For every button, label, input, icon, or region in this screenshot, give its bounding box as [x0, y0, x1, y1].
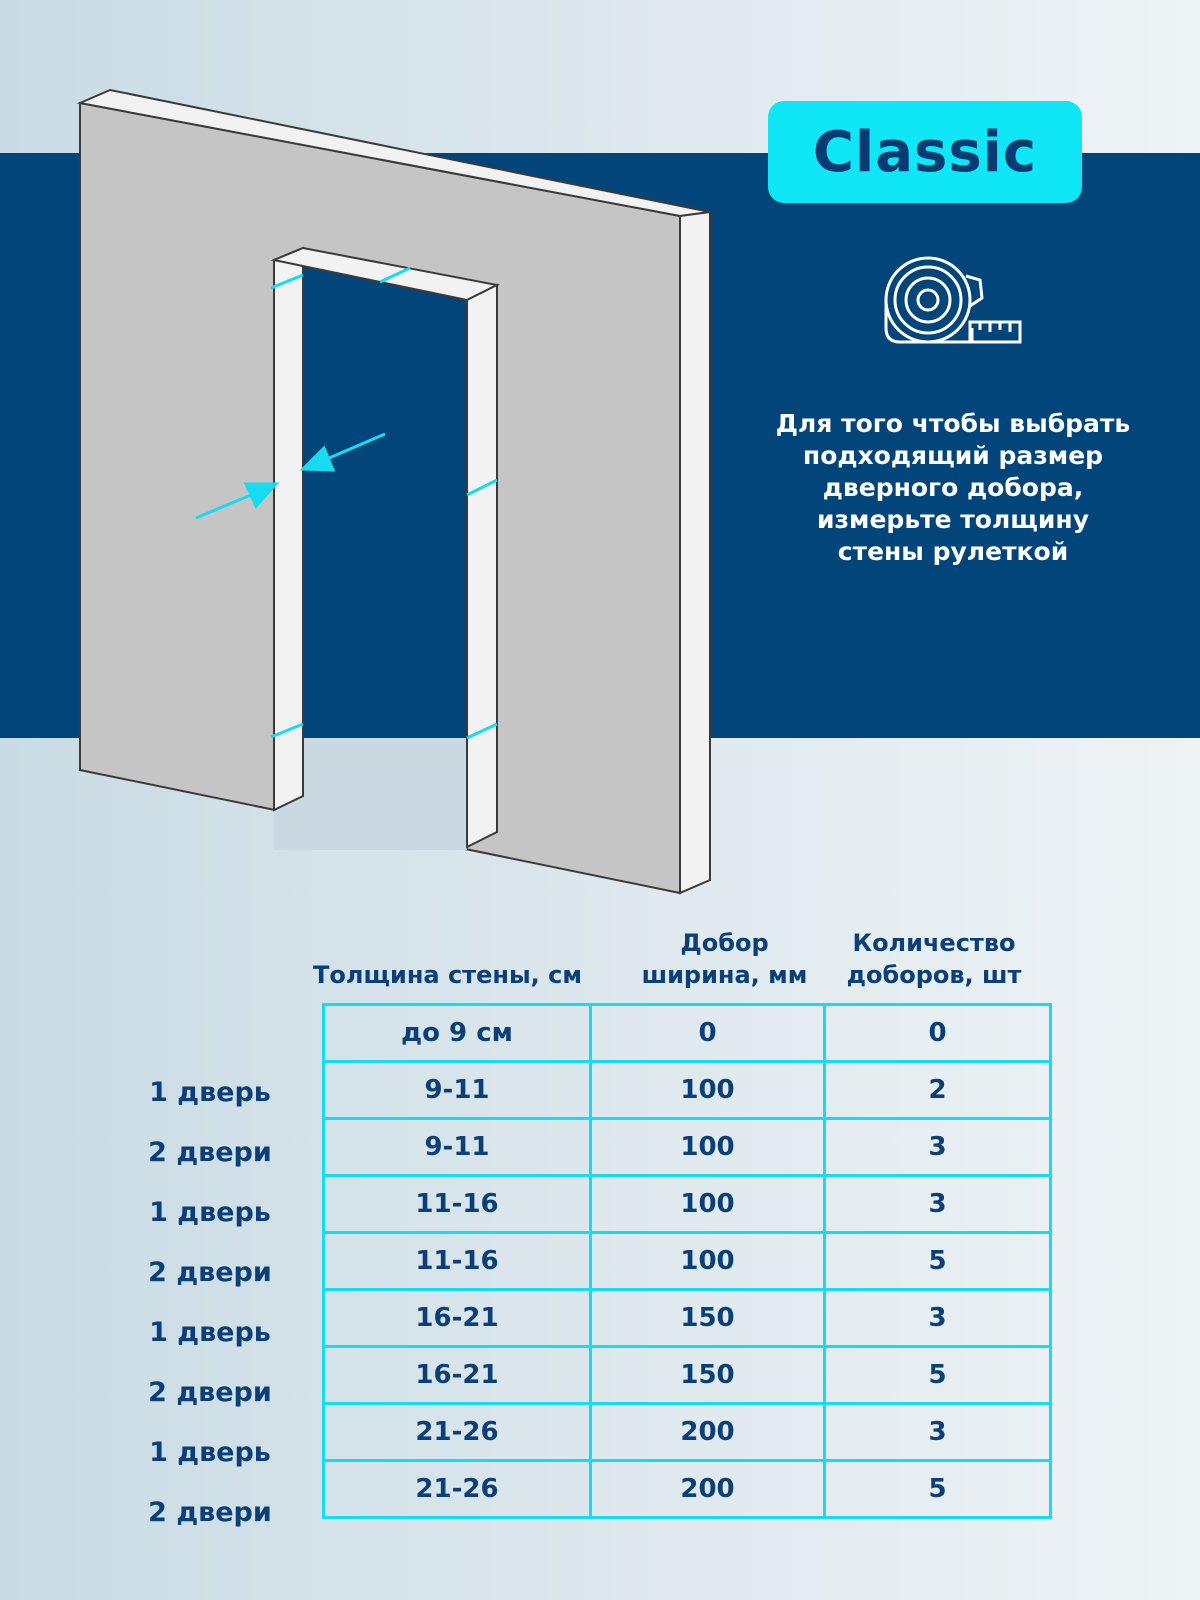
- table-row: [324, 1233, 1051, 1290]
- cell-count: 5: [825, 1461, 1051, 1518]
- cell-count: 5: [825, 1233, 1051, 1290]
- cell-width: 100: [591, 1062, 825, 1119]
- header-extension-width: [622, 927, 827, 991]
- classic-badge: [768, 101, 1082, 203]
- table-row: [324, 1119, 1051, 1176]
- row-label: 2 двери: [148, 1497, 272, 1528]
- row-label: 2 двери: [148, 1137, 272, 1168]
- extension-size-table: [322, 1003, 1052, 1519]
- table-row: [324, 1347, 1051, 1404]
- header-extension-count-line1: Количество: [852, 929, 1016, 957]
- cell-count: 2: [825, 1062, 1051, 1119]
- row-label: 1 дверь: [149, 1077, 271, 1108]
- measuring-tape-icon: [882, 254, 1024, 358]
- row-labels: [130, 1063, 290, 1543]
- instruction-line: Для того чтобы выбрать: [775, 409, 1131, 438]
- header-extension-width-line1: Добор: [680, 929, 769, 957]
- header-wall-thickness: [305, 959, 590, 991]
- cell-width: 150: [591, 1347, 825, 1404]
- cell-count: 0: [825, 1005, 1051, 1062]
- cell-width: 100: [591, 1233, 825, 1290]
- row-label: 1 дверь: [149, 1197, 271, 1228]
- instruction-line: измерьте толщину: [817, 505, 1089, 534]
- table-row: [324, 1290, 1051, 1347]
- table-row: [324, 1461, 1051, 1518]
- table-row: [324, 1005, 1051, 1062]
- row-label: 2 двери: [148, 1257, 272, 1288]
- cell-thickness: 9-11: [324, 1119, 591, 1176]
- cell-thickness: 16-21: [324, 1347, 591, 1404]
- cell-width: 150: [591, 1290, 825, 1347]
- cell-width: 100: [591, 1119, 825, 1176]
- cell-width: 100: [591, 1176, 825, 1233]
- instruction-line: дверного добора,: [822, 473, 1084, 502]
- cell-thickness: 16-21: [324, 1290, 591, 1347]
- cell-thickness: до 9 см: [324, 1005, 591, 1062]
- cell-thickness: 21-26: [324, 1404, 591, 1461]
- cell-count: 3: [825, 1404, 1051, 1461]
- doorway-right-jamb: [467, 285, 497, 847]
- header-wall-thickness-text: Толщина стены, см: [313, 961, 582, 989]
- cell-width: 200: [591, 1461, 825, 1518]
- instruction-line: подходящий размер: [802, 441, 1104, 470]
- cell-thickness: 9-11: [324, 1062, 591, 1119]
- row-label: 2 двери: [148, 1377, 272, 1408]
- header-extension-count-line2: доборов, шт: [846, 961, 1022, 989]
- cell-thickness: 11-16: [324, 1176, 591, 1233]
- cell-count: 5: [825, 1347, 1051, 1404]
- row-label: 1 дверь: [149, 1437, 271, 1468]
- wall-side: [680, 212, 710, 893]
- cell-width: 200: [591, 1404, 825, 1461]
- cell-count: 3: [825, 1176, 1051, 1233]
- table-row: [324, 1062, 1051, 1119]
- badge-title: Classic: [812, 119, 1038, 185]
- header-extension-width-line2: ширина, мм: [641, 961, 808, 989]
- cell-count: 3: [825, 1290, 1051, 1347]
- row-label: 1 дверь: [149, 1317, 271, 1348]
- cell-thickness: 11-16: [324, 1233, 591, 1290]
- instruction-text: [760, 408, 1146, 568]
- cell-width: 0: [591, 1005, 825, 1062]
- table-row: [324, 1176, 1051, 1233]
- cell-thickness: 21-26: [324, 1461, 591, 1518]
- instruction-line: стены рулеткой: [837, 537, 1069, 566]
- table-row: [324, 1404, 1051, 1461]
- header-extension-count: [828, 927, 1040, 991]
- cell-count: 3: [825, 1119, 1051, 1176]
- wall-doorway-illustration: [0, 0, 720, 900]
